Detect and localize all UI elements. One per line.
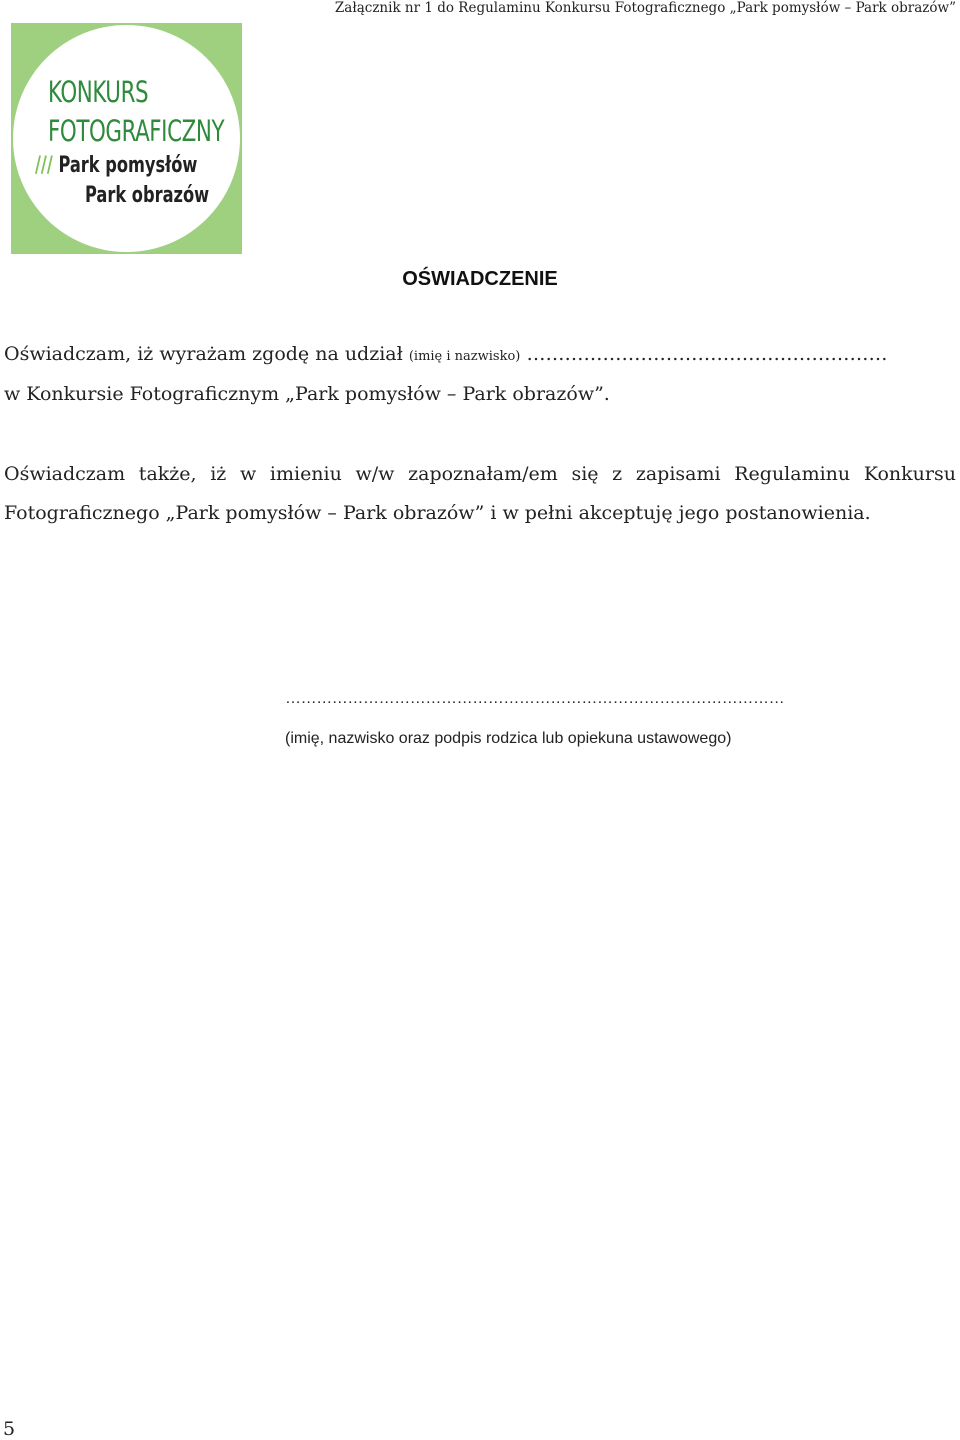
- contest-logo: [11, 23, 242, 254]
- logo-line-park-obrazow: Park obrazów: [85, 183, 210, 208]
- document-title: OŚWIADCZENIE: [402, 268, 558, 290]
- attachment-header-note: Załącznik nr 1 do Regulaminu Konkursu Fotograficznego „Park pomysłów – Park obrazów”: [334, 0, 956, 16]
- name-hint: (imię i nazwisko): [408, 349, 521, 364]
- consent-line-1: [4, 343, 887, 365]
- page-number: 5: [3, 1418, 16, 1440]
- logo-park-pomyslow-text: Park pomysłów: [58, 153, 198, 178]
- consent-line-2: w Konkursie Fotograficznym „Park pomysłów – Park obrazów”.: [4, 383, 610, 405]
- logo-line-park-pomyslow: [35, 155, 197, 177]
- signature-dotted-line: ……………………………………………………………………………………: [285, 690, 785, 707]
- regulations-acceptance-paragraph: Oświadczam także, iż w imieniu w/w zapoznałam/em się z zapisami Regulaminu Konkursu Fotograficznego „Park pomysłów – Park obrazów” i w pełni akceptuję jego postanowienia.: [4, 463, 956, 524]
- logo-line-konkurs: KONKURS: [48, 75, 149, 109]
- logo-line-fotograficzny: FOTOGRAFICZNY: [48, 114, 225, 148]
- name-fill-dots: …………………………………………………: [526, 343, 888, 365]
- logo-slashes: ///: [35, 153, 53, 178]
- signature-caption: (imię, nazwisko oraz podpis rodzica lub opiekuna ustawowego): [285, 730, 732, 747]
- consent-line-1-text: Oświadczam, iż wyrażam zgodę na udział: [4, 343, 403, 365]
